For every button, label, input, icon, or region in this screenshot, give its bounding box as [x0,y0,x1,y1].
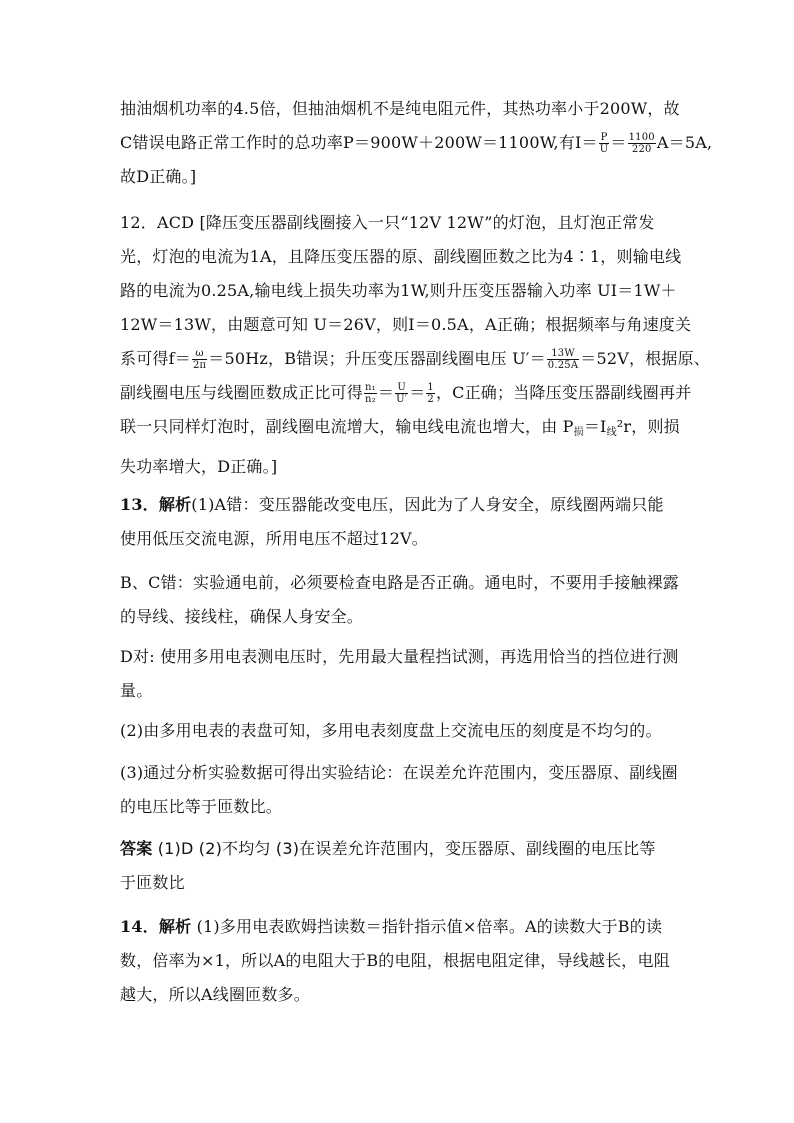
fraction-numerator: U [395,382,408,394]
paragraph-13 [120,488,680,556]
text-span: (1)D (2)不均匀 (3)在误差允许范围内，变压器原、副线圈的电压比等 [152,839,656,858]
text-line: B、C错：实验通电前，必须要检查电路是否正确。通电时，不要用手接触裸露 [120,573,680,592]
fraction [599,132,610,155]
text-line: (3)通过分析实验数据可得出实验结论：在误差允许范围内，变压器原、副线圈 [120,763,678,782]
fraction-numerator: P [600,132,608,143]
paragraph-13-bc [120,566,680,634]
text-line: 量。 [120,681,153,700]
text-line [120,488,680,522]
text-line: 路的电流为0.25A,输电线上损失功率为1W,则升压变压器输入功率 UI＝1W＋ [120,281,677,300]
fraction [426,382,435,405]
fraction-numerator: 1100 [628,132,655,143]
text-line: D对: 使用多用电表测电压时，先用最大量程挡试测，再选用恰当的挡位进行测 [120,647,679,666]
subscript: 线 [606,427,617,438]
fraction-numerator: 13W [547,348,580,360]
fraction-denominator: U′ [396,394,408,405]
fraction-denominator: 0.25A [547,360,579,371]
text-line [120,410,680,450]
text-span: ＝52V，根据原、 [580,349,711,368]
text-line: 越大，所以A线圈匝数多。 [120,985,310,1004]
fraction [192,348,207,371]
text-line: 的电压比等于匝数比。 [120,797,283,816]
text-span: A＝5A, [656,133,713,152]
fraction-numerator: n₁ [365,382,376,393]
fraction-denominator: U [599,144,609,155]
text-line [120,376,692,410]
text-line: 光，灯泡的电流为1A，且降压变压器的原、副线圈匝数之比为4∶1，则输电线 [120,247,682,266]
fraction [395,382,408,405]
text-line: 的导线、接线柱，确保人身安全。 [120,607,364,626]
text-line: 于匝数比 [120,873,185,892]
text-line [120,342,711,376]
fraction [547,348,580,371]
text-span: ，C正确；当降压变压器副线圈再并 [435,383,692,402]
fraction [364,382,377,405]
text-line [120,832,680,866]
paragraph-13-part2 [120,714,680,748]
paragraph-13-d [120,640,680,708]
text-span: C错误电路正常工作时的总功率P＝900W＋200W＝1100W,有I＝ [120,133,598,152]
text-line: 使用低压交流电源，所用电压不超过12V。 [120,529,428,548]
answer-label: 答案 [120,839,153,858]
text-line: 失功率增大，D正确。] [120,457,278,476]
text-span: (1)多用电表欧姆挡读数＝指针指示值×倍率。A的读数大于B的读 [191,917,663,936]
subscript: 损 [573,427,584,438]
text-line: 12．ACD [降压变压器副线圈接入一只“12V 12W”的灯泡，且灯泡正常发 [120,213,655,232]
text-span: 系可得f＝ [120,349,191,368]
question-label: 13．解析 [120,495,192,514]
fraction-denominator: 2π [192,360,207,371]
fraction [628,132,656,155]
text-line: 故D正确。] [120,167,197,186]
fraction-denominator: 2 [427,394,434,405]
text-span: ＝ [610,133,627,152]
text-span: ＝50Hz，B错误；升压变压器副线圈电压 U′＝ [208,349,546,368]
question-label: 14．解析 [120,917,192,936]
text-span: ²r，则损 [616,417,680,436]
text-span: (1)A错：变压器能改变电压，因此为了人身安全，原线圈两端只能 [191,495,664,514]
text-line [120,126,713,160]
text-line: 抽油烟机功率的4.5倍，但抽油烟机不是纯电阻元件，其热功率小于200W，故 [120,99,680,118]
text-span: ＝I [583,417,607,436]
fraction-denominator: 220 [631,144,652,155]
text-line: 数，倍率为×1，所以A的电阻大于B的电阻，根据电阻定律，导线越长，电阻 [120,951,670,970]
paragraph-12 [120,206,711,484]
fraction-denominator: n₂ [365,394,376,405]
text-span: 副线圈电压与线圈匝数成正比可得 [120,383,364,402]
paragraph-13-part3 [120,756,680,824]
fraction-numerator: ω [192,348,207,360]
paragraph-14 [120,910,680,1012]
text-line [120,910,680,944]
paragraph-11-continuation [120,92,713,194]
fraction-numerator: 1 [427,382,434,393]
text-line: 12W＝13W，由题意可知 U＝26V，则I＝0.5A，A正确；根据频率与角速度关 [120,315,692,334]
text-span: ＝ [409,383,426,402]
text-line: (2)由多用电表的表盘可知，多用电表刻度盘上交流电压的刻度是不均匀的。 [120,721,662,740]
text-span: 联一只同样灯泡时，副线圈电流增大，输电线电流也增大，由 P [120,417,574,436]
answer-13 [120,832,680,900]
text-span: ＝ [377,383,395,402]
